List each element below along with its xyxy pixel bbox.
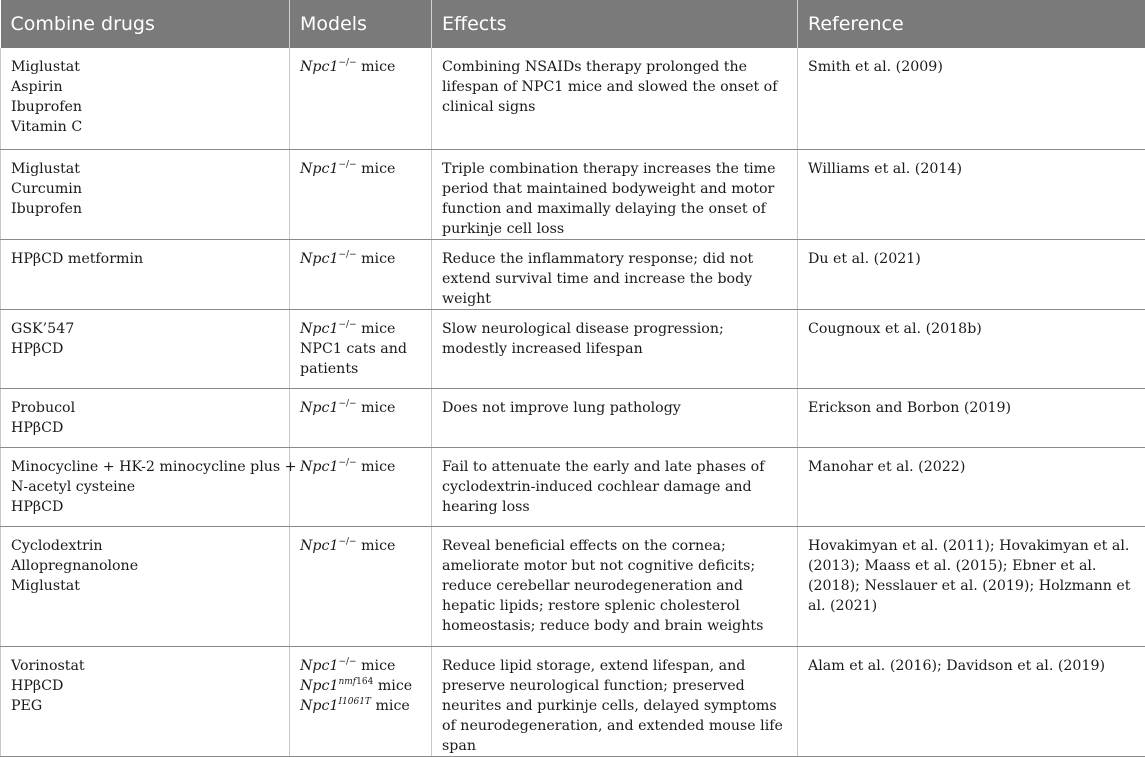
models-cell bbox=[290, 48, 432, 149]
model-name: Npc1−/− mice bbox=[300, 319, 421, 339]
table-row bbox=[1, 309, 1145, 388]
reference-cell: Cougnoux et al. (2018b) bbox=[798, 309, 1145, 388]
drug-name: Cyclodextrin bbox=[11, 536, 279, 556]
model-name: Npc1−/− mice bbox=[300, 249, 421, 269]
models-cell bbox=[290, 646, 432, 756]
reference-cell: Du et al. (2021) bbox=[798, 239, 1145, 309]
drug-name: GSK’547 bbox=[11, 319, 279, 339]
drugs-cell bbox=[1, 149, 290, 239]
table-row bbox=[1, 48, 1145, 149]
effects-cell: Slow neurological disease progression; modestly increased lifespan bbox=[432, 309, 798, 388]
table-row bbox=[1, 388, 1145, 447]
model-name: Npc1−/− mice bbox=[300, 457, 421, 477]
reference-cell: Alam et al. (2016); Davidson et al. (2019) bbox=[798, 646, 1145, 756]
drug-name: Vitamin C bbox=[11, 117, 279, 137]
drug-name: Probucol bbox=[11, 398, 279, 418]
model-name: Npc1−/− mice bbox=[300, 656, 421, 676]
drugs-cell bbox=[1, 309, 290, 388]
model-name: Npc1−/− mice bbox=[300, 536, 421, 556]
models-cell bbox=[290, 239, 432, 309]
drug-name: N-acetyl cysteine bbox=[11, 477, 279, 497]
table-row bbox=[1, 646, 1145, 756]
models-cell bbox=[290, 388, 432, 447]
effects-cell: Reveal beneficial effects on the cornea; ameliorate motor but not cognitive deficits; reduce cerebellar neurodegeneration and hepatic lipids; restore splenic cholesterol homeostasis; reduce body and brain weights bbox=[432, 526, 798, 646]
reference-cell: Smith et al. (2009) bbox=[798, 48, 1145, 149]
drug-name: HPβCD bbox=[11, 497, 279, 517]
table-row bbox=[1, 149, 1145, 239]
model-name: $Npc1^{nmf164}$ mice bbox=[300, 676, 421, 696]
drug-name: Ibuprofen bbox=[11, 199, 279, 219]
drug-name: Minocycline + HK-2 minocycline plus + bbox=[11, 457, 279, 477]
reference-cell: Manohar et al. (2022) bbox=[798, 447, 1145, 526]
header-models: Models bbox=[290, 0, 432, 48]
drug-name: HPβCD metformin bbox=[11, 249, 279, 269]
drug-name: Allopregnanolone bbox=[11, 556, 279, 576]
reference-cell: Williams et al. (2014) bbox=[798, 149, 1145, 239]
header-reference: Reference bbox=[798, 0, 1145, 48]
drug-name: PEG bbox=[11, 696, 279, 716]
models-cell bbox=[290, 526, 432, 646]
table-row bbox=[1, 526, 1145, 646]
drugs-cell bbox=[1, 239, 290, 309]
drug-name: Miglustat bbox=[11, 159, 279, 179]
header-effects: Effects bbox=[432, 0, 798, 48]
drug-name: Miglustat bbox=[11, 576, 279, 596]
drug-name: Vorinostat bbox=[11, 656, 279, 676]
drugs-cell bbox=[1, 646, 290, 756]
effects-cell: Reduce the inflammatory response; did not extend survival time and increase the body weight bbox=[432, 239, 798, 309]
model-name: Npc1−/− mice bbox=[300, 398, 421, 418]
drugs-cell bbox=[1, 526, 290, 646]
header-row bbox=[1, 0, 1145, 48]
effects-cell: Does not improve lung pathology bbox=[432, 388, 798, 447]
drugs-cell bbox=[1, 388, 290, 447]
models-cell bbox=[290, 447, 432, 526]
model-name: Npc1−/− mice bbox=[300, 159, 421, 179]
drug-name: Ibuprofen bbox=[11, 97, 279, 117]
effects-cell: Triple combination therapy increases the time period that maintained bodyweight and motor function and maximally delaying the onset of purkinje cell loss bbox=[432, 149, 798, 239]
drug-name: HPβCD bbox=[11, 339, 279, 359]
reference-cell: Erickson and Borbon (2019) bbox=[798, 388, 1145, 447]
drugs-cell bbox=[1, 447, 290, 526]
effects-cell: Fail to attenuate the early and late phases of cyclodextrin-induced cochlear damage and hearing loss bbox=[432, 447, 798, 526]
model-name: NPC1 cats and patients bbox=[300, 339, 421, 379]
table-row bbox=[1, 239, 1145, 309]
models-cell bbox=[290, 309, 432, 388]
header-drugs: Combine drugs bbox=[1, 0, 290, 48]
effects-cell: Reduce lipid storage, extend lifespan, and preserve neurological function; preserved neurites and purkinje cells, delayed symptoms of neurodegeneration, and extended mouse life span bbox=[432, 646, 798, 756]
drugs-cell bbox=[1, 48, 290, 149]
drug-name: Miglustat bbox=[11, 57, 279, 77]
table-row bbox=[1, 447, 1145, 526]
drug-name: Curcumin bbox=[11, 179, 279, 199]
models-cell bbox=[290, 149, 432, 239]
model-name: $Npc1^{I1061T}$ mice bbox=[300, 696, 421, 716]
reference-cell: Hovakimyan et al. (2011); Hovakimyan et al. (2013); Maass et al. (2015); Ebner et al. (2018); Nesslauer et al. (2019); Holzmann et al. (2021) bbox=[798, 526, 1145, 646]
drug-name: Aspirin bbox=[11, 77, 279, 97]
effects-cell: Combining NSAIDs therapy prolonged the lifespan of NPC1 mice and slowed the onset of clinical signs bbox=[432, 48, 798, 149]
drug-name: HPβCD bbox=[11, 676, 279, 696]
drug-name: HPβCD bbox=[11, 418, 279, 438]
model-name: Npc1−/− mice bbox=[300, 57, 421, 77]
